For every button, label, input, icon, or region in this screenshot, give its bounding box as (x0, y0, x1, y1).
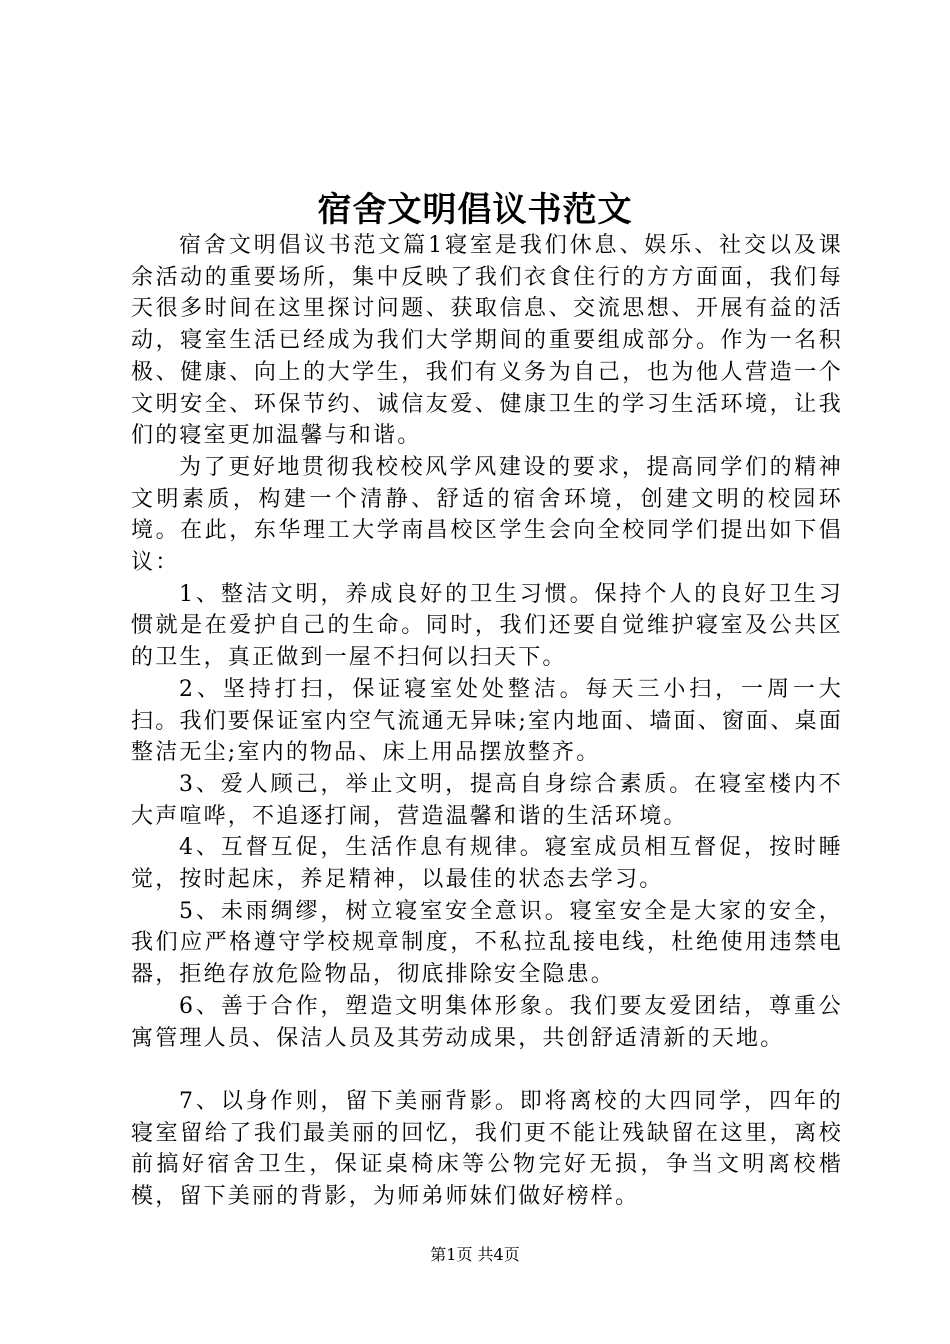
proposal-item-2: 2、坚持打扫，保证寝室处处整洁。每天三小扫，一周一大扫。我们要保证室内空气流通无异味;室内地面、墙面、窗面、桌面整洁无尘;室内的物品、床上用品摆放整齐。 (131, 676, 843, 766)
proposal-item-6: 6、善于合作，塑造文明集体形象。我们要友爱团结，尊重公寓管理人员、保洁人员及其劳动成果，共创舒适清新的天地。 (131, 993, 843, 1051)
paragraph-intro: 宿舍文明倡议书范文篇1寝室是我们休息、娱乐、社交以及课余活动的重要场所，集中反映了我们衣食住行的方方面面，我们每天很多时间在这里探讨问题、获取信息、交流思想、开展有益的活动，寝室生活已经成为我们大学期间的重要组成部分。作为一名积极、健康、向上的大学生，我们有义务为自己，也为他人营造一个文明安全、环保节约、诚信友爱、健康卫生的学习生活环境，让我们的寝室更加温馨与和谐。 (131, 233, 843, 449)
document-title: 宿舍文明倡议书范文 (317, 190, 633, 230)
proposal-item-1: 1、整洁文明，养成良好的卫生习惯。保持个人的良好卫生习惯就是在爱护自己的生命。同时，我们还要自觉维护寝室及公共区的卫生，真正做到一屋不扫何以扫天下。 (131, 581, 843, 671)
paragraph-purpose: 为了更好地贯彻我校校风学风建设的要求，提高同学们的精神文明素质，构建一个清静、舒适的宿舍环境，创建文明的校园环境。在此，东华理工大学南昌校区学生会向全校同学们提出如下倡议： (131, 454, 843, 576)
proposal-item-5: 5、未雨绸缪，树立寝室安全意识。寝室安全是大家的安全，我们应严格遵守学校规章制度，不私拉乱接电线，杜绝使用违禁电器，拒绝存放危险物品，彻底排除安全隐患。 (131, 898, 843, 988)
proposal-item-3: 3、爱人顾己，举止文明，提高自身综合素质。在寝室楼内不大声喧哗，不追逐打闹，营造温馨和谐的生活环境。 (131, 771, 843, 829)
page-number-footer: 第1页 共4页 (430, 1245, 520, 1264)
proposal-item-4: 4、互督互促，生活作息有规律。寝室成员相互督促，按时睡觉，按时起床，养足精神，以最佳的状态去学习。 (131, 835, 843, 893)
proposal-item-7: 7、以身作则，留下美丽背影。即将离校的大四同学，四年的寝室留给了我们最美丽的回忆，我们更不能让残缺留在这里，离校前搞好宿舍卫生，保证桌椅床等公物完好无损，争当文明离校楷模，留下美丽的背影，为师弟师妹们做好榜样。 (131, 1088, 843, 1210)
document-body (131, 230, 843, 1213)
